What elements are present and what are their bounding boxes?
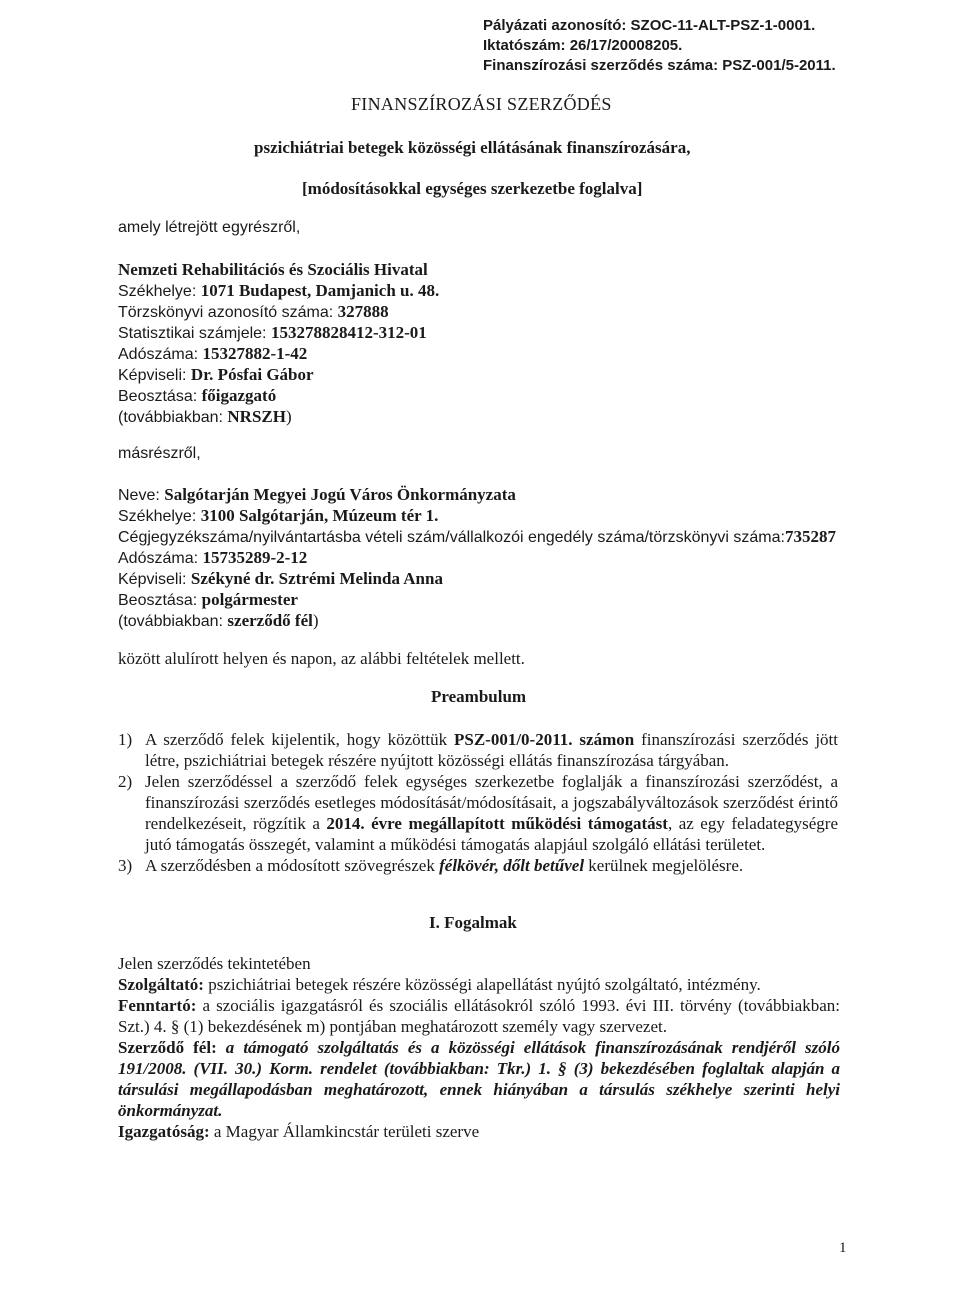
- party1-tax-label: Adószáma:: [118, 346, 203, 363]
- party-intro: amely létrejött egyrészről,: [118, 219, 301, 236]
- party2-seat-label: Székhelye:: [118, 508, 201, 525]
- document-title: FINANSZÍROZÁSI SZERZŐDÉS: [351, 94, 612, 114]
- definition-term: Szerződő fél:: [118, 1038, 217, 1057]
- party1-rep: Dr. Pósfai Gábor: [190, 365, 314, 384]
- party1-alias-close: ): [285, 407, 292, 426]
- definition-text: a támogató szolgáltatás és a közösségi ellátások finanszírozásának rendjéről szóló 191/2008. (VII. 30.) Korm. rendelet (továbbiakban: Tkr.) 1. § (3) bekezdésében foglaltak alapján a társulási megállapodásban meghatározott, ennek hiányában a társulás székhelye szerinti helyi önkormányzat.: [118, 1038, 840, 1120]
- preamble-list: [118, 729, 838, 876]
- party2-tax-label: Adószáma:: [118, 550, 203, 567]
- filing-number: Iktatószám: 26/17/20008205.: [483, 37, 683, 54]
- item-number: 2): [118, 772, 133, 791]
- definition-term: Igazgatóság:: [118, 1122, 210, 1141]
- party2-pos: polgármester: [201, 590, 298, 609]
- reference-header: [483, 16, 836, 76]
- definition-term: Szolgáltató:: [118, 975, 204, 994]
- item-text: , az egy feladategységre jutó támogatás összegét, valamint a működési támogatás alapjául szolgáló ellátási területet.: [145, 814, 838, 854]
- item-contract-ref: PSZ-001/0-2011. számon: [453, 730, 635, 749]
- party1-name: Nemzeti Rehabilitációs és Szociális Hivatal: [118, 260, 428, 279]
- item-style-note: félkövér, dőlt betűvel: [439, 856, 585, 875]
- party1-block: [118, 259, 439, 427]
- party1-reg-label: Törzskönyvi azonosító száma:: [118, 304, 338, 321]
- party2-block: [118, 484, 836, 631]
- definition-item: [118, 1121, 840, 1142]
- party1-stat-label: Statisztikai számjele:: [118, 325, 271, 342]
- party2-name-label: Neve:: [118, 487, 165, 504]
- contract-number: Finanszírozási szerződés száma: PSZ-001/5-2011.: [483, 57, 836, 74]
- party2-alias-close: ): [312, 611, 319, 630]
- party2-rep: Székyné dr. Sztrémi Melinda Anna: [190, 569, 443, 588]
- preamble-item: [118, 771, 838, 855]
- party1-pos-label: Beosztása:: [118, 388, 202, 405]
- party1-stat: 153278828412-312-01: [270, 323, 427, 342]
- party1-seat-label: Székhelye:: [118, 283, 201, 300]
- definitions-intro: Jelen szerződés tekintetében: [118, 954, 311, 973]
- item-text: Jelen szerződéssel a szerződő felek egységes szerkezetbe foglalják a finanszírozási szerződést, a finanszírozási szerződés esetleges módosítását/módosításait, a jogszabályváltozások szerződést érintő rendelkezéseit, rögzítik a: [145, 772, 838, 833]
- definition-item: [118, 995, 840, 1037]
- item-text: kerülnek megjelölésre.: [584, 856, 744, 875]
- definition-item: [118, 1037, 840, 1121]
- item-text: A szerződő felek kijelentik, hogy közöttük: [145, 730, 454, 749]
- party1-tax: 15327882-1-42: [202, 344, 308, 363]
- party2-alias-open: (továbbiakban:: [118, 613, 228, 630]
- party2-rep-label: Képviseli:: [118, 571, 191, 588]
- party1-rep-label: Képviseli:: [118, 367, 191, 384]
- party1-alias-open: (továbbiakban:: [118, 409, 228, 426]
- party2-reg-label: Cégjegyzékszáma/nyilvántartásba vételi szám/vállalkozói engedély száma/törzskönyvi száma:: [118, 529, 785, 546]
- preamble-item: [118, 855, 838, 876]
- conditions-sentence: között alulírott helyen és napon, az alábbi feltételek mellett.: [118, 649, 525, 668]
- party2-seat: 3100 Salgótarján, Múzeum tér 1.: [200, 506, 439, 525]
- party2-pos-label: Beosztása:: [118, 592, 202, 609]
- application-id: Pályázati azonosító: SZOC-11-ALT-PSZ-1-0001.: [483, 17, 816, 34]
- definition-term: Fenntartó:: [118, 996, 197, 1015]
- item-text: A szerződésben a módosított szövegrészek: [145, 856, 440, 875]
- party2-tax: 15735289-2-12: [202, 548, 308, 567]
- section-title: I. Fogalmak: [429, 913, 517, 932]
- item-number: 1): [118, 730, 133, 749]
- party1-seat: 1071 Budapest, Damjanich u. 48.: [200, 281, 440, 300]
- other-side: másrészről,: [118, 445, 201, 462]
- definition-text: a Magyar Államkincstár területi szerve: [209, 1122, 480, 1141]
- party1-alias: NRSZH: [227, 407, 286, 426]
- definition-text: a szociális igazgatásról és szociális ellátásokról szóló 1993. évi III. törvény (továbbiakban: Szt.) 4. § (1) bekezdésének m) pontjában meghatározott személy vagy szervezet.: [118, 996, 840, 1036]
- document-subtitle: pszichiátriai betegek közösségi ellátásának finanszírozására,: [254, 138, 691, 157]
- item-support-amount: 2014. évre megállapított működési támogatást: [326, 814, 668, 833]
- item-text: finanszírozási szerződés jött létre, pszichiátriai betegek részére nyújtott közösségi ellátás finanszírozása tárgyában.: [145, 730, 838, 770]
- party2-name: Salgótarján Megyei Jogú Város Önkormányzata: [164, 485, 516, 504]
- page-number: 1: [839, 1240, 847, 1256]
- definitions: [118, 953, 840, 1142]
- party2-reg: 735287: [784, 527, 836, 546]
- consolidation-note: [módosításokkal egységes szerkezetbe foglalva]: [302, 179, 643, 198]
- party1-pos: főigazgató: [201, 386, 277, 405]
- party1-reg: 327888: [337, 302, 389, 321]
- definition-item: [118, 974, 840, 995]
- definition-text: pszichiátriai betegek részére közösségi alapellátást nyújtó szolgáltató, intézmény.: [203, 975, 761, 994]
- item-number: 3): [118, 856, 133, 875]
- preamble-title: Preambulum: [431, 687, 527, 706]
- preamble-item: [118, 729, 838, 771]
- party2-alias: szerződő fél: [227, 611, 313, 630]
